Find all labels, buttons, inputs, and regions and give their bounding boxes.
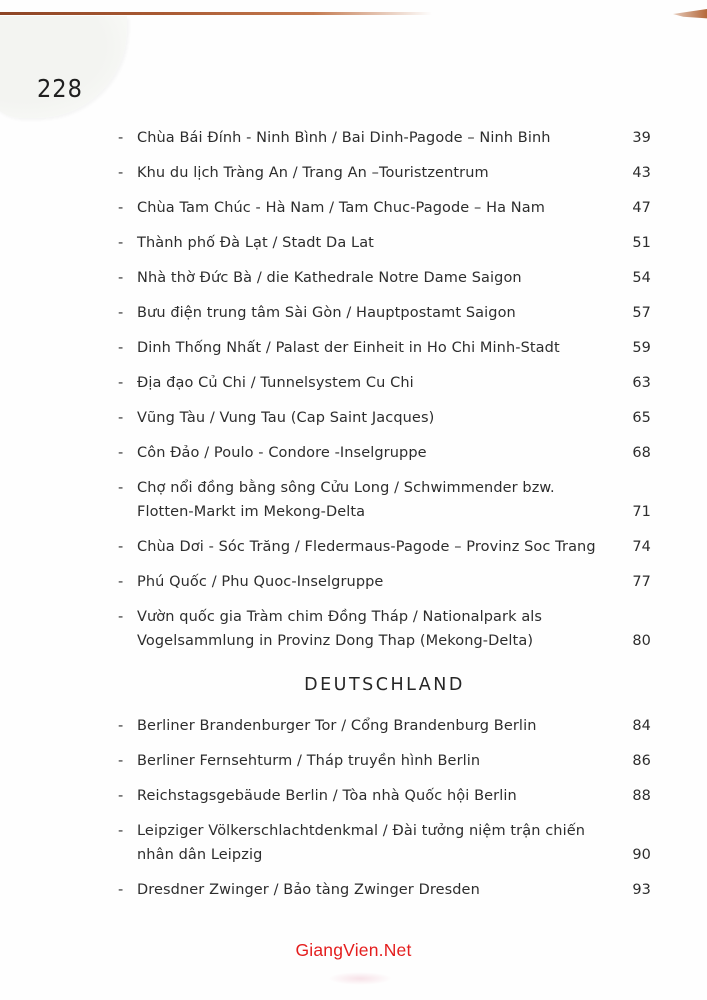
- entry-title: Berliner Fernsehturm / Tháp truyền hình Berlin: [137, 753, 481, 769]
- toc-entry: [118, 784, 651, 808]
- entry-page-number: 88: [632, 788, 651, 804]
- toc-entry: [118, 301, 651, 325]
- toc-entry: [118, 605, 651, 653]
- scan-artifact-smudge: [328, 972, 392, 985]
- entry-title: Khu du lịch Tràng An / Trang An –Touristzentrum: [137, 165, 489, 181]
- toc-entry: [118, 570, 651, 594]
- entry-title: Chợ nổi đồng bằng sông Cửu Long / Schwimmender bzw. Flotten-Markt im Mekong-Delta: [137, 480, 555, 520]
- toc-entry: [118, 749, 651, 773]
- toc-entry: [118, 535, 651, 559]
- bullet-dash: -: [118, 882, 124, 898]
- bullet-dash: -: [118, 200, 124, 216]
- bullet-dash: -: [118, 130, 124, 146]
- entry-page-number: 77: [632, 574, 651, 590]
- toc-entry: [118, 266, 651, 290]
- toc-entry: [118, 196, 651, 220]
- entry-title: Côn Đảo / Poulo - Condore -Inselgruppe: [137, 445, 427, 461]
- entry-page-number: 39: [632, 130, 651, 146]
- toc-entry: [118, 441, 651, 465]
- bullet-dash: -: [118, 718, 124, 734]
- toc-entry: [118, 231, 651, 255]
- entry-title: Berliner Brandenburger Tor / Cổng Brandenburg Berlin: [137, 718, 537, 734]
- toc-entry: [118, 878, 651, 902]
- entry-title: Nhà thờ Đức Bà / die Kathedrale Notre Dame Saigon: [137, 270, 522, 286]
- entry-page-number: 54: [632, 270, 651, 286]
- entry-page-number: 63: [632, 375, 651, 391]
- bullet-dash: -: [118, 235, 124, 251]
- entry-title: Dresdner Zwinger / Bảo tàng Zwinger Dresden: [137, 882, 480, 898]
- bullet-dash: -: [118, 480, 124, 496]
- entry-title: Dinh Thống Nhất / Palast der Einheit in Ho Chi Minh-Stadt: [137, 340, 560, 356]
- entry-page-number: 57: [632, 305, 651, 321]
- entry-title: Phú Quốc / Phu Quoc-Inselgruppe: [137, 574, 384, 590]
- bullet-dash: -: [118, 305, 124, 321]
- entry-page-number: 71: [632, 504, 651, 520]
- toc-entry: [118, 476, 651, 524]
- bullet-dash: -: [118, 340, 124, 356]
- entry-page-number: 43: [632, 165, 651, 181]
- bullet-dash: -: [118, 445, 124, 461]
- page-curl: [0, 16, 127, 118]
- bullet-dash: -: [118, 609, 124, 625]
- toc-entry: [118, 371, 651, 395]
- entry-title: Chùa Tam Chúc - Hà Nam / Tam Chuc-Pagode – Ha Nam: [137, 200, 545, 216]
- entry-page-number: 86: [632, 753, 651, 769]
- entry-page-number: 47: [632, 200, 651, 216]
- toc-entry: [118, 714, 651, 738]
- bullet-dash: -: [118, 539, 124, 555]
- entry-title: Bưu điện trung tâm Sài Gòn / Hauptpostamt Saigon: [137, 305, 516, 321]
- entry-page-number: 84: [632, 718, 651, 734]
- entry-title: Vũng Tàu / Vung Tau (Cap Saint Jacques): [137, 410, 435, 426]
- entry-page-number: 51: [632, 235, 651, 251]
- bullet-dash: -: [118, 410, 124, 426]
- entry-page-number: 59: [632, 340, 651, 356]
- entry-page-number: 65: [632, 410, 651, 426]
- bullet-dash: -: [118, 165, 124, 181]
- bullet-dash: -: [118, 788, 124, 804]
- bullet-dash: -: [118, 270, 124, 286]
- watermark: GiangVien.Net: [295, 940, 412, 960]
- section-header: DEUTSCHLAND: [304, 675, 465, 695]
- entry-title: Chùa Bái Đính - Ninh Bình / Bai Dinh-Pagode – Ninh Binh: [137, 130, 551, 146]
- entry-title: Leipziger Völkerschlachtdenkmal / Đài tưởng niệm trận chiến nhân dân Leipzig: [137, 823, 586, 863]
- entry-page-number: 80: [632, 633, 651, 649]
- bullet-dash: -: [118, 574, 124, 590]
- bullet-dash: -: [118, 823, 124, 839]
- entry-page-number: 90: [632, 847, 651, 863]
- entry-page-number: 93: [632, 882, 651, 898]
- table-of-contents: [118, 126, 651, 913]
- entry-title: Vườn quốc gia Tràm chim Đồng Tháp / Nationalpark als Vogelsammlung in Provinz Dong Thap (Mekong-Delta): [137, 609, 543, 649]
- scan-artifact-corner-mark: [673, 9, 707, 20]
- entry-title: Địa đạo Củ Chi / Tunnelsystem Cu Chi: [137, 375, 414, 391]
- entry-title: Thành phố Đà Lạt / Stadt Da Lat: [137, 235, 374, 251]
- bullet-dash: -: [118, 375, 124, 391]
- toc-entry: [118, 819, 651, 867]
- bullet-dash: -: [118, 753, 124, 769]
- toc-entry: [118, 406, 651, 430]
- entry-title: Reichstagsgebäude Berlin / Tòa nhà Quốc hội Berlin: [137, 788, 517, 804]
- scan-artifact-top-line: [0, 12, 540, 15]
- toc-entry: [118, 336, 651, 360]
- toc-entry: [118, 161, 651, 185]
- entry-page-number: 68: [632, 445, 651, 461]
- entry-title: Chùa Dơi - Sóc Trăng / Fledermaus-Pagode – Provinz Soc Trang: [137, 539, 596, 555]
- page-number: 228: [37, 74, 83, 103]
- entry-page-number: 74: [632, 539, 651, 555]
- toc-entry: [118, 126, 651, 150]
